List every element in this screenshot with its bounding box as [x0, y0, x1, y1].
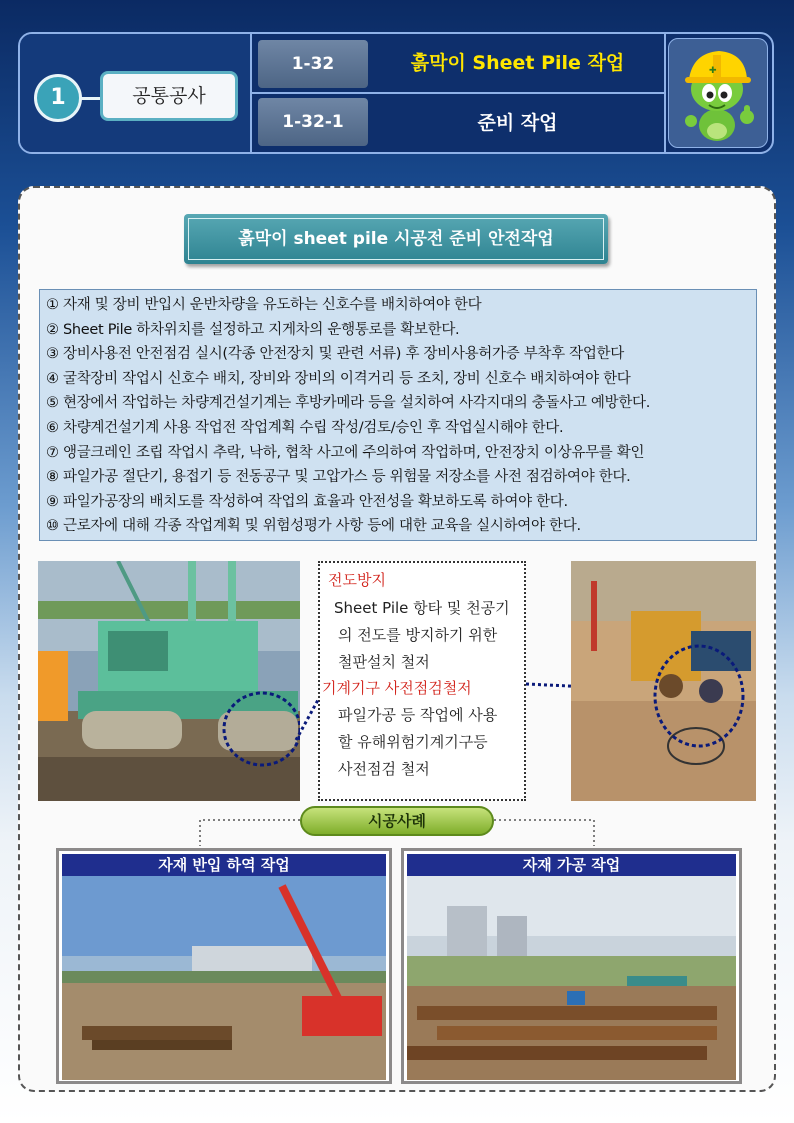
callout-line: 할 유해위험기계기구등	[338, 733, 488, 751]
list-item: ① 자재 및 장비 반입시 운반차량을 유도하는 신호수를 배치하여야 한다	[46, 297, 482, 313]
construction-cases-label: 시공사례	[300, 806, 494, 836]
list-item: ⑤ 현장에서 작업하는 차량계건설기계는 후방카메라 등을 설치하여 사각지대의 충돌사고 예방한다.	[46, 395, 651, 412]
list-item: ⑥ 차량계건설기계 사용 작업전 작업계획 수립 작성/검토/승인 후 작업실시해야 한다.	[46, 419, 564, 436]
processing-photo	[407, 876, 736, 1080]
callout-line: 파일가공 등 작업에 사용	[338, 706, 498, 724]
list-item: ③ 장비사용전 안전점검 실시(각종 안전장치 및 관련 서류) 후 장비사용허가증 부착후 작업한다	[46, 346, 624, 363]
list-item: ④ 굴착장비 작업시 신호수 배치, 장비와 장비의 이격거리 등 조치, 장비 신호수 배치하여야 한다	[46, 370, 631, 387]
welding-photo	[571, 561, 756, 801]
category-label: 공통공사	[100, 71, 238, 121]
section-code-sub: 1-32-1	[258, 98, 368, 146]
list-item: ② Sheet Pile 하차위치를 설정하고 지게차의 운행통로를 확보한다.	[46, 321, 460, 338]
case-processing	[401, 848, 742, 1084]
list-item: ⑧ 파일가공 절단기, 용접기 등 전동공구 및 고압가스 등 위험물 저장소를 사전 점검하여야 한다.	[46, 469, 631, 486]
callout-line: 철판설치 철저	[338, 653, 430, 671]
section-code-main: 1-32	[258, 40, 368, 88]
section-heading: 흙막이 sheet pile 시공전 준비 안전작업	[188, 218, 604, 260]
unloading-photo	[62, 876, 386, 1080]
callout-line: 의 전도를 방지하기 위한	[338, 626, 498, 644]
case-title: 자재 반입 하역 작업	[62, 854, 386, 876]
callout-heading-inspection: 기계기구 사전점검철저	[322, 679, 472, 697]
case-unloading	[56, 848, 392, 1084]
callout-heading-overturn: 전도방지	[328, 571, 386, 589]
list-item: ⑦ 앵글크레인 조립 작업시 추락, 낙하, 협착 사고에 주의하여 작업하며, 안전장치 이상유무를 확인	[46, 444, 645, 461]
section-title-main: 흙막이 Sheet Pile 작업	[410, 52, 625, 74]
list-item: ⑩ 근로자에 대해 각종 작업계획 및 위험성평가 사항 등에 대한 교육을 실시하여야 한다.	[46, 518, 581, 535]
callout-line: 사전점검 철저	[338, 760, 430, 778]
section-title-sub: 준비 작업	[477, 112, 558, 134]
svg-text:✚: ✚	[709, 66, 717, 76]
chapter-number-badge: 1	[34, 74, 82, 122]
list-item: ⑨ 파일가공장의 배치도를 작성하여 작업의 효율과 안전성을 확보하도록 하여야 한다.	[46, 493, 568, 510]
callout-line: Sheet Pile 항타 및 천공기	[334, 599, 510, 617]
case-title: 자재 가공 작업	[407, 854, 736, 876]
